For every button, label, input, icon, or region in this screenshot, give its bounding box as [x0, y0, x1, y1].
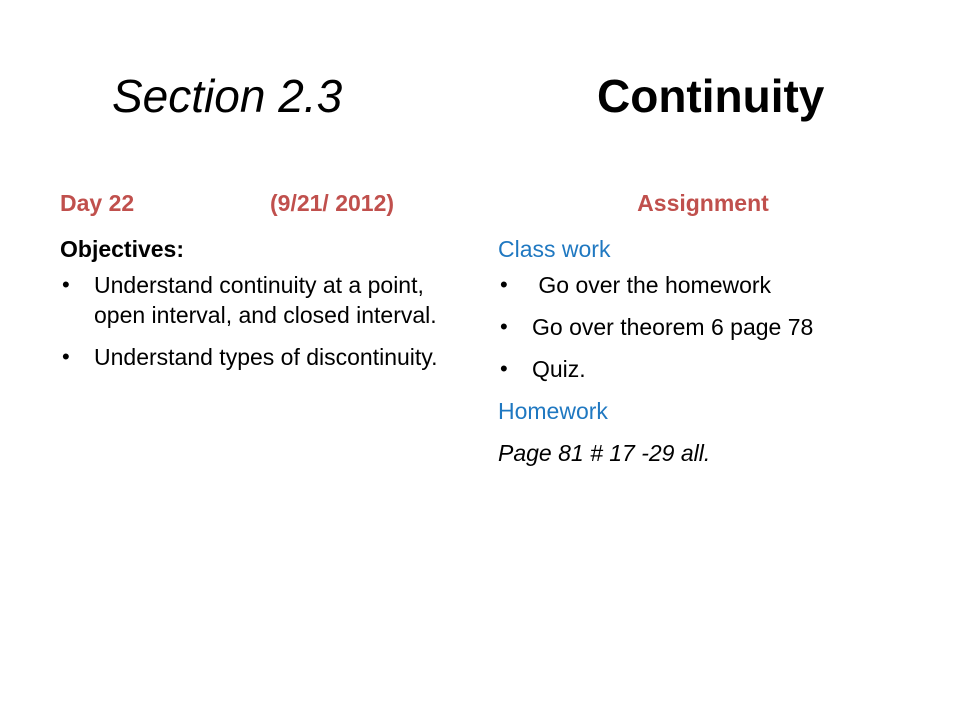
- bullet-icon: •: [500, 314, 508, 339]
- classwork-item: [498, 354, 908, 384]
- objectives-list: [60, 270, 460, 372]
- bullet-icon: •: [500, 272, 508, 297]
- objective-item: [60, 342, 460, 372]
- homework-text: Page 81 # 17 -29 all.: [498, 440, 711, 466]
- slide-title: [0, 64, 960, 128]
- classwork-label: Class work: [498, 236, 611, 262]
- left-column: [60, 188, 460, 384]
- assignment-heading: Assignment: [637, 190, 769, 216]
- objective-item: [60, 270, 460, 330]
- classwork-text: Quiz.: [532, 356, 586, 382]
- objective-text: Understand continuity at a point, open interval, and closed interval.: [94, 272, 437, 328]
- classwork-list: [498, 270, 908, 384]
- day-heading: [60, 188, 460, 224]
- classwork-text: Go over theorem 6 page 78: [532, 314, 814, 340]
- day-date: (9/21/ 2012): [270, 190, 395, 216]
- day-label: Day 22: [60, 190, 135, 216]
- classwork-text: Go over the homework: [532, 272, 772, 298]
- classwork-item: [498, 312, 908, 342]
- objectives-label: Objectives:: [60, 236, 184, 262]
- objective-text: Understand types of discontinuity.: [94, 344, 438, 370]
- bullet-icon: •: [62, 272, 70, 297]
- classwork-item: [498, 270, 908, 300]
- bullet-icon: •: [62, 344, 70, 369]
- right-column: [498, 188, 908, 468]
- bullet-icon: •: [500, 356, 508, 381]
- homework-label: Homework: [498, 398, 608, 424]
- title-topic: Continuity: [597, 70, 825, 122]
- title-section: Section 2.3: [112, 70, 343, 122]
